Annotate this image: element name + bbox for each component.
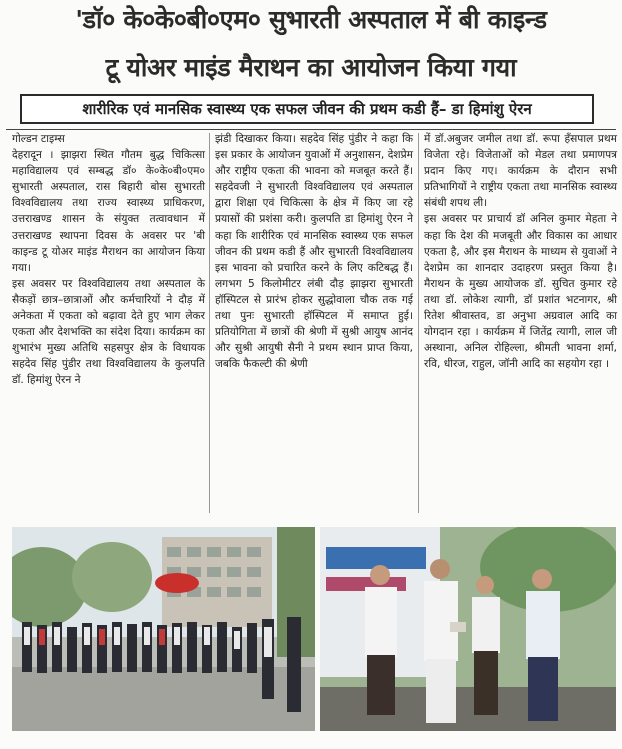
- article-column-1: [12, 131, 205, 389]
- subheadline-box: [20, 94, 594, 124]
- paragraph: इस अवसर पर प्राचार्य डॉ अनिल कुमार मेहता ने कहा कि देश की मजबूती और विकास का आधार एकता है, और इस मैराथन के माध्यम से युवाओं ने देशप्रेम का शानदार उदाहरण प्रस्तुत किया है। मैराथन के मुख्य आयोजक डॉ. सुचित कुमार रहे तथा डॉ. लोकेश त्यागी, डॉ प्रशांत भटनागर, श्री रितेश श्रीवास्तव, डा अनुभा अग्रवाल आदि का योगदान रहा । कार्यक्रम में जितेंद्र त्यागी, लाल जी अस्थाना, अनिल रोहिल्ला, श्रीमती भावना शर्मा, रवि, धीरज, राहुल, जॉनी आदि का सहयोग रहा ।: [424, 213, 617, 371]
- column-divider: [418, 133, 419, 513]
- paragraph: देहरादून । झाझरा स्थित गौतम बुद्ध चिकित्सा महाविद्यालय एवं सम्बद्ध डॉ० के०के०बी०एम० सुभारती अस्पताल, रास बिहारी बोस सुभारती विश्वविद्यालय तथा राज्य स्वास्थ्य प्राधिकरण, उत्तराखण्ड शासन के संयुक्त तत्वावधान में उत्तराखण्ड स्थापना दिवस के अवसर पर 'बी काइन्ड टू योअर माइंड मैराथन का आयोजन किया गया।: [12, 149, 205, 274]
- headline: [0, 4, 622, 84]
- prize-distribution-photo: [320, 527, 616, 731]
- column-divider: [209, 133, 210, 513]
- paragraph: इस अवसर पर विश्वविद्यालय तथा अस्पताल के सैकड़ों छात्र–छात्राओं और कर्मचारियों ने दौड़ में अनेकता में एकता को बढ़ावा देते हुए भाग लेकर एकता और देशभक्ति का संदेश दिया। कार्यक्रम का शुभारंभ मुख्य अतिथि सहसपुर क्षेत्र के विधायक सहदेव सिंह पुंडीर तथा विश्वविद्यालय के कुलपति डॉ. हिमांशु ऐरन ने: [12, 277, 205, 387]
- paragraph: झंडी दिखाकर किया। सहदेव सिंह पुंडीर ने कहा कि इस प्रकार के आयोजन युवाओं में अनुशासन, देशप्रेम और राष्ट्रीय एकता की भावना को मजबूत करते हैं। सहदेवजी ने सुभारती विश्वविद्यालय एवं अस्पताल द्वारा शिक्षा एवं चिकित्सा के क्षेत्र में किए जा रहे प्रयासों की प्रशंसा करी। कुलपति डा हिमांशु ऐरन ने कहा कि शारीरिक एवं मानसिक स्वास्थ्य एक सफल जीवन की प्रथम कडी हैं और सुभारती विश्वविद्यालय इस भावना को प्रचारित करने के लिए कटिबद्ध हैं। लगभग 5 किलोमीटर लंबी दौड़ झाझरा सुभारती हॉस्पिटल से प्रारंभ होकर सुद्धोवाला चौक तक गई तथा पुनः सुभारती हॉस्पिटल में समाप्त हुई। प्रतियोगिता में छात्रों की श्रेणी में सुश्री आयुष आनंद और सुश्री आयुषी सैनी ने प्रथम स्थान प्राप्त किया, जबकि फैकल्टी की श्रेणी: [215, 133, 413, 371]
- article-column-2: [215, 131, 413, 372]
- subheadline: शारीरिक एवं मानसिक स्वास्थ्य एक सफल जीवन की प्रथम कडी हैं– डा हिमांशु ऐरन: [82, 100, 532, 118]
- article-column-3: [424, 131, 617, 372]
- divider: [6, 129, 616, 130]
- headline-line-2: टू योअर माइंड मैराथन का आयोजन किया गया: [105, 53, 517, 82]
- paragraph: में डॉ.अबुजर जमील तथा डॉ. रूपा हँसपाल प्रथम विजेता रहे। विजेताओं को मेडल तथा प्रमाणपत्र प्रदान किए गए। कार्यक्रम के दौरान सभी प्रतिभागियों ने राष्ट्रीय एकता तथा मानसिक स्वास्थ्य संबंधी शपथ ली।: [424, 133, 617, 210]
- headline-line-1: 'डॉ० के०के०बी०एम० सुभारती अस्पताल में बी काइन्ड: [75, 5, 547, 34]
- source-credit: गोल्डन टाइम्स: [12, 133, 65, 145]
- marathon-crowd-photo: [12, 527, 315, 731]
